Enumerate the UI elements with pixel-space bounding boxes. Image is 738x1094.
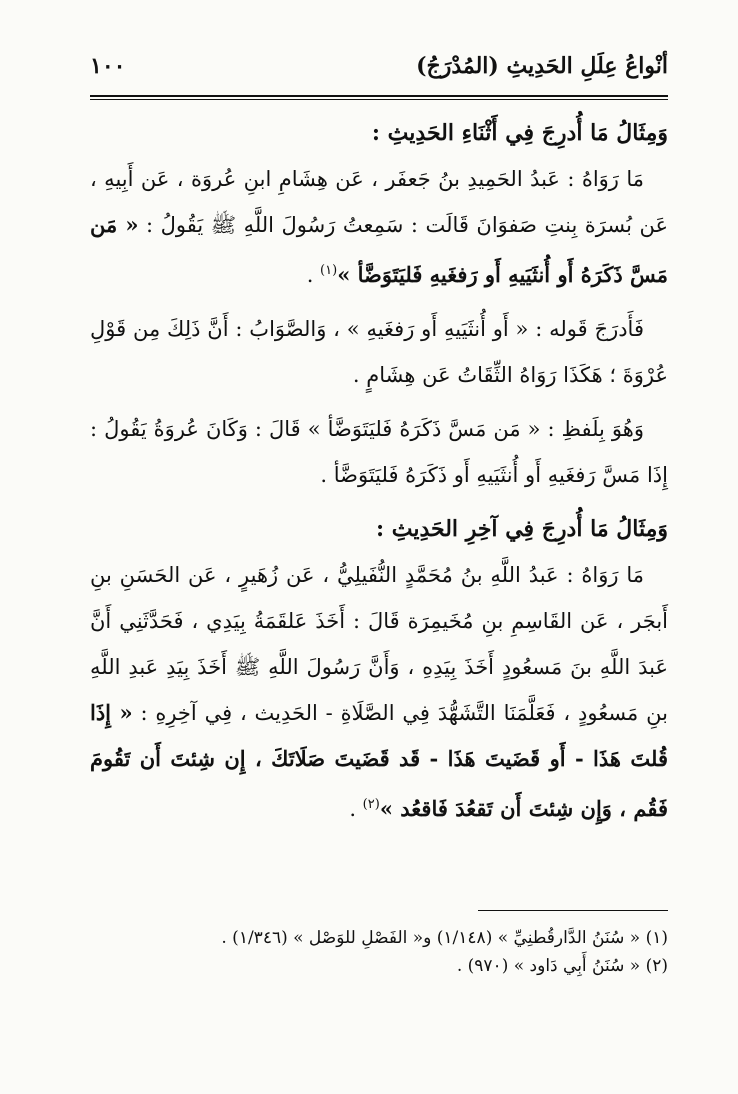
section-heading-end: وَمِثَالُ مَا أُدرِجَ فِي آخِرِ الحَدِيثِ : [375, 516, 668, 542]
paragraph-end: . [306, 263, 321, 287]
paragraph-text: مَا رَوَاهُ : عَبدُ اللَّهِ بنُ مُحَمَّدٍ النُّفَيلِيُّ ، عَن زُهَيرٍ ، عَن الحَسَنِ بنِ أَبجَر ، عَن القَاسِمِ بنِ مُخَيمِرَة قَالَ : أَخَذَ عَلقَمَةُ بِيَدِي ، فَحَدَّثَنِي أَنَّ عَبدَ اللَّهِ بنَ مَسعُودٍ أَخَذَ بِيَدِهِ ، وَأَنَّ رَسُولَ اللَّهِ ﷺ أَخَذَ بِيَدِ عَبدِ اللَّهِ بنِ مَسعُودٍ ، فَعَلَّمَنَا التَّشَهُّدَ فِي الصَّلَاةِ - الحَدِيث ، فِي آخِرِهِ : [90, 563, 668, 725]
running-title: أنْواعُ عِلَلِ الحَدِيثِ (المُدْرَجُ) [416, 53, 668, 79]
footnotes [90, 924, 668, 980]
book-page [90, 40, 668, 1080]
paragraph-explanation: فَأَدرَجَ قَوله : « أَو أُنثَيَيهِ أَو رَفغَيهِ » ، وَالصَّوَابُ : أَنَّ ذَلِكَ مِن قَوْلِ عُرْوَةَ ؛ هَكَذَا رَوَاهُ الثِّقَاتُ عَن هِشَامٍ . [90, 317, 668, 387]
paragraph-correct-wording: وَهُوَ بِلَفظِ : « مَن مَسَّ ذَكَرَهُ فَليَتَوَضَّأ » قَالَ : وَكَانَ عُروَةُ يَقُولُ : إِذَا مَسَّ رَفغَيهِ أَو أُنثَيَيهِ أَو ذَكَرَهُ فَليَتَوَضَّأ . [90, 417, 668, 487]
hadith-quote: « إِذَا قُلتَ هَذَا - أَو قَضَيتَ هَذَا - قَد قَضَيتَ صَلَاتَكَ ، إِن شِئتَ أَن تَقُومَ فَقُم ، وَإِن شِئتَ أَن تَقعُدَ فَاقعُد » [90, 700, 668, 821]
footnote-ref: (٢) [362, 797, 380, 812]
page-number: ١٠٠ [90, 53, 126, 79]
footnote-ref: (١) [320, 263, 338, 278]
paragraph-hadith-2 [90, 552, 668, 832]
paragraph-hadith-1 [90, 156, 668, 298]
page-header [90, 40, 668, 92]
paragraph-text: مَا رَوَاهُ : عَبدُ الحَمِيدِ بنُ جَعفَر ، عَن هِشَامِ ابنِ عُروَة ، عَن أَبِيهِ ، عَن بُسرَة بِنتِ صَفوَانَ قَالَت : سَمِعتُ رَسُولَ اللَّهِ ﷺ يَقُولُ : [90, 167, 668, 237]
paragraph-end: . [349, 797, 363, 821]
footnote-1: (١) « سُنَنُ الدَّارقُطنِيِّ » (١/١٤٨) و« الفَصْلِ للوَصْل » (١/٣٤٦) . [221, 928, 668, 948]
page-body [90, 110, 668, 840]
header-rule-thin [90, 99, 668, 100]
section-heading-middle: وَمِثَالُ مَا أُدرِجَ فِي أَثْنَاءِ الحَدِيثِ : [371, 120, 668, 146]
footnote-2: (٢) « سُنَنُ أَبِي دَاود » (٩٧٠) . [456, 956, 668, 976]
footnote-rule [478, 910, 668, 911]
header-rule [90, 95, 668, 97]
hadith-quote: « مَن مَسَّ ذَكَرَهُ أَو أُنثَيَيهِ أَو رَفغَيهِ فَليَتَوَضَّأ » [90, 212, 668, 287]
